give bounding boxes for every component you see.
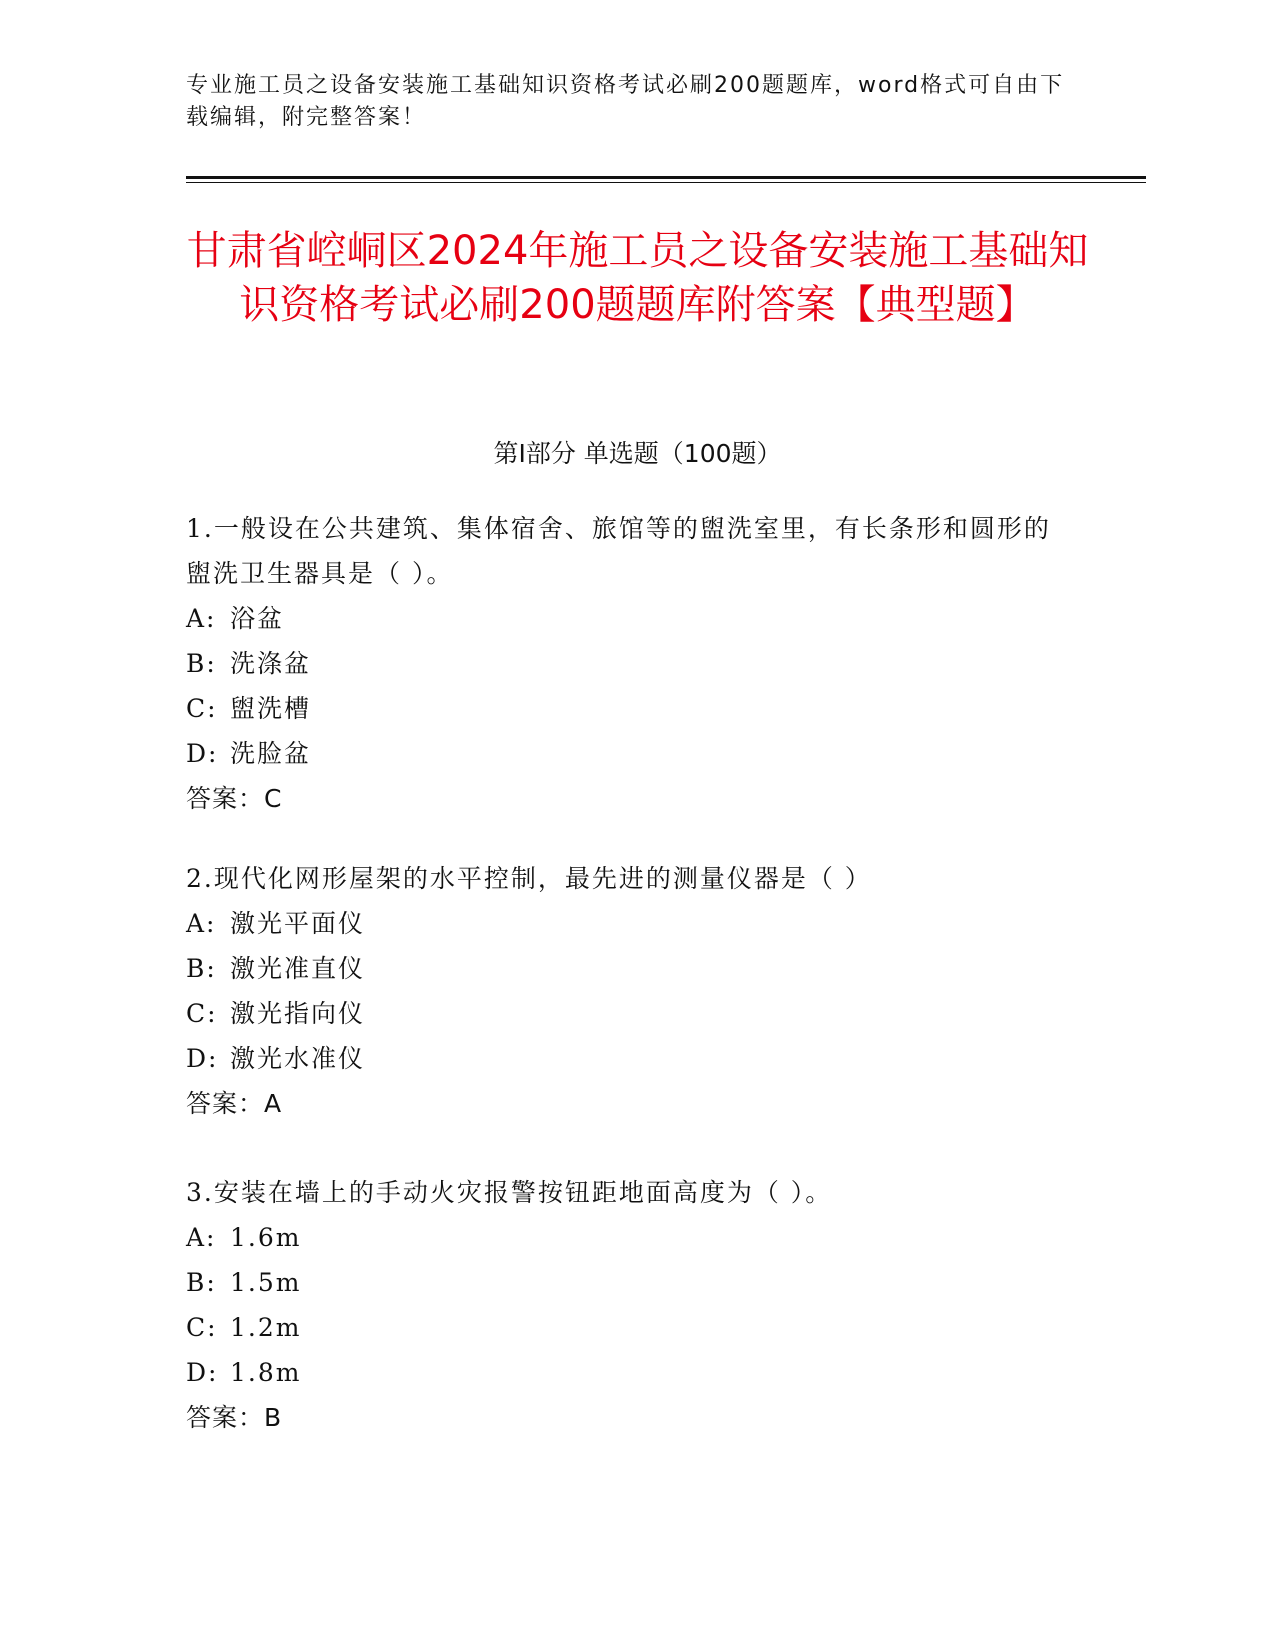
option-text: 激光准直仪 (230, 954, 366, 983)
question-stem: 1.一般设在公共建筑、集体宿舍、旅馆等的盥洗室里，有长条形和圆形的盥洗卫生器具是（ ）。 (186, 514, 1051, 588)
option-letter: C: (186, 694, 218, 723)
header-divider-thin (186, 182, 1146, 183)
option-letter: D: (186, 739, 219, 768)
option-text: 激光平面仪 (230, 909, 366, 938)
option-letter: D: (186, 1044, 219, 1073)
option-d (186, 1350, 1056, 1395)
option-c (186, 991, 1056, 1036)
question-1 (186, 506, 1056, 821)
answer-line: 答案：B (186, 1403, 283, 1432)
option-text: 盥洗槽 (230, 694, 312, 723)
option-text: 洗脸盆 (230, 739, 312, 768)
option-b (186, 1260, 1056, 1305)
option-letter: B: (186, 1268, 217, 1297)
option-letter: A: (186, 909, 217, 938)
question-3 (186, 1170, 1056, 1440)
header-note: 专业施工员之设备安装施工基础知识资格考试必刷200题题库，word格式可自由下载编辑，附完整答案！ (186, 73, 1065, 130)
answer-line: 答案：A (186, 1089, 283, 1118)
section-title: 第Ⅰ部分 单选题（100题） (493, 439, 782, 468)
option-a (186, 901, 1056, 946)
option-letter: D: (186, 1358, 219, 1387)
option-c (186, 686, 1056, 731)
question-stem: 3.安装在墙上的手动火灾报警按钮距地面高度为（ ）。 (186, 1178, 833, 1207)
option-d (186, 1036, 1056, 1081)
option-letter: C: (186, 1313, 218, 1342)
option-c (186, 1305, 1056, 1350)
option-text: 1.8m (230, 1358, 302, 1387)
option-text: 1.6m (230, 1223, 302, 1252)
option-b (186, 641, 1056, 686)
option-text: 1.5m (230, 1268, 302, 1297)
document-title: 甘肃省崆峒区2024年施工员之设备安装施工基础知识资格考试必刷200题题库附答案【典型题】 (186, 228, 1089, 328)
option-d (186, 731, 1056, 776)
header-divider-thick (186, 176, 1146, 179)
answer-line: 答案：C (186, 784, 283, 813)
option-a (186, 1215, 1056, 1260)
option-a (186, 596, 1056, 641)
option-letter: A: (186, 1223, 217, 1252)
question-stem: 2.现代化网形屋架的水平控制，最先进的测量仪器是（ ） (186, 864, 872, 893)
option-text: 激光指向仪 (230, 999, 366, 1028)
option-text: 洗涤盆 (230, 649, 312, 678)
option-text: 浴盆 (230, 604, 285, 633)
option-letter: B: (186, 954, 217, 983)
option-letter: B: (186, 649, 217, 678)
option-b (186, 946, 1056, 991)
question-2 (186, 856, 1056, 1126)
option-letter: C: (186, 999, 218, 1028)
option-text: 1.2m (230, 1313, 302, 1342)
option-text: 激光水准仪 (230, 1044, 366, 1073)
option-letter: A: (186, 604, 217, 633)
